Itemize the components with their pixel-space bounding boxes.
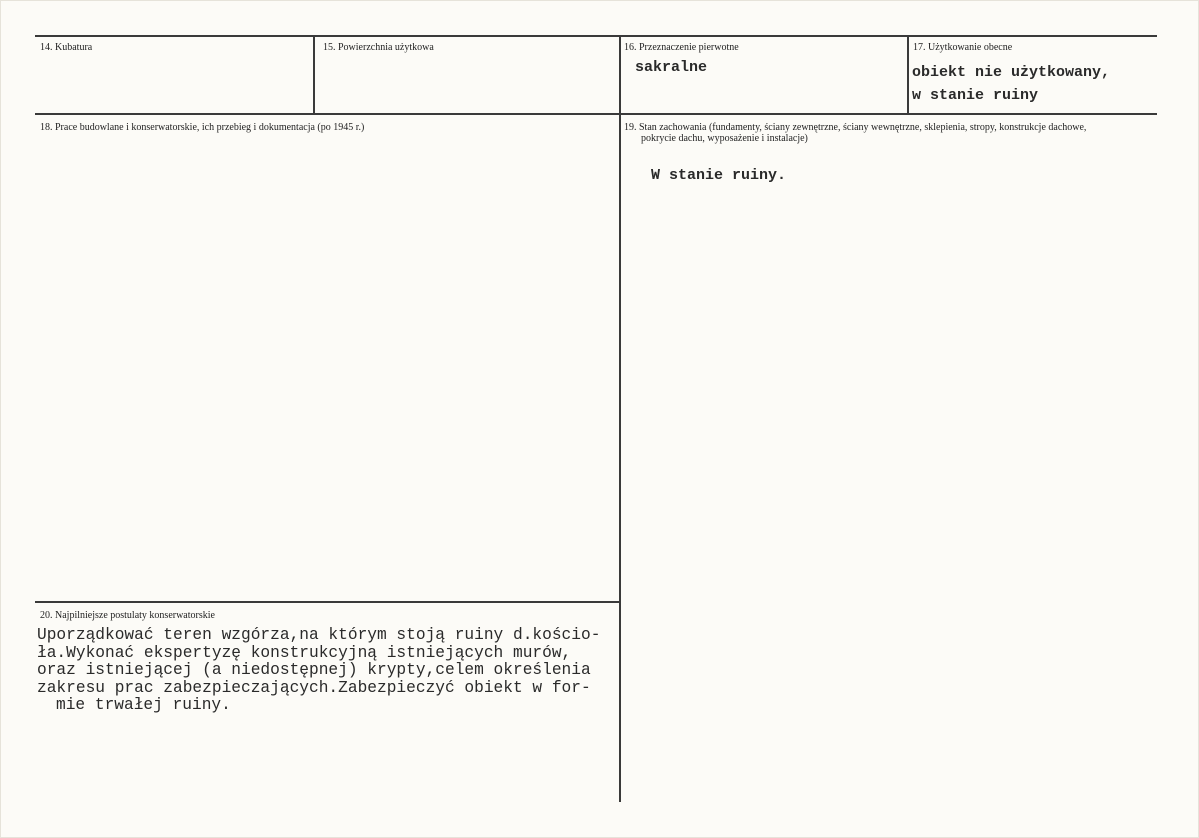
kubatura-label: 14. Kubatura	[40, 42, 93, 53]
rule-col3	[907, 35, 909, 115]
postulaty-value-line-4: zakresu prac zabezpieczających.Zabezpieczyć obiekt w for-	[37, 679, 591, 697]
rule-col1	[313, 35, 315, 115]
rule-row1	[35, 113, 1157, 115]
rule-top	[35, 35, 1157, 37]
postulaty-value-line-2: ła.Wykonać ekspertyzę konstrukcyjną istniejących murów,	[37, 644, 572, 662]
stan-value: W stanie ruiny.	[651, 167, 787, 184]
postulaty-label: 20. Najpilniejsze postulaty konserwatorskie	[40, 610, 215, 621]
uzytkowanie-label: 17. Użytkowanie obecne	[913, 42, 1013, 53]
stan-label-line-1: 19. Stan zachowania (fundamenty, ściany zewnętrzne, ściany wewnętrzne, sklepienia, stropy, konstrukcje dachowe,	[624, 122, 1087, 133]
rule-row2	[35, 601, 620, 603]
prace-label: 18. Prace budowlane i konserwatorskie, ich przebieg i dokumentacja (po 1945 r.)	[40, 122, 365, 133]
powierzchnia-label: 15. Powierzchnia użytkowa	[323, 42, 434, 53]
postulaty-value-line-5: mie trwałej ruiny.	[56, 696, 231, 714]
uzytkowanie-value-line-2: w stanie ruiny	[912, 87, 1039, 104]
uzytkowanie-value-line-1: obiekt nie użytkowany,	[912, 64, 1111, 81]
postulaty-value-line-3: oraz istniejącej (a niedostępnej) krypty,celem określenia	[37, 661, 591, 679]
postulaty-value-line-1: Uporządkować teren wzgórza,na którym stoją ruiny d.kościo-	[37, 626, 601, 644]
przeznaczenie-label: 16. Przeznaczenie pierwotne	[624, 42, 739, 53]
przeznaczenie-value: sakralne	[635, 59, 708, 76]
rule-col-mid	[619, 35, 621, 802]
stan-label-line-2: pokrycie dachu, wyposażenie i instalacje)	[641, 133, 808, 144]
